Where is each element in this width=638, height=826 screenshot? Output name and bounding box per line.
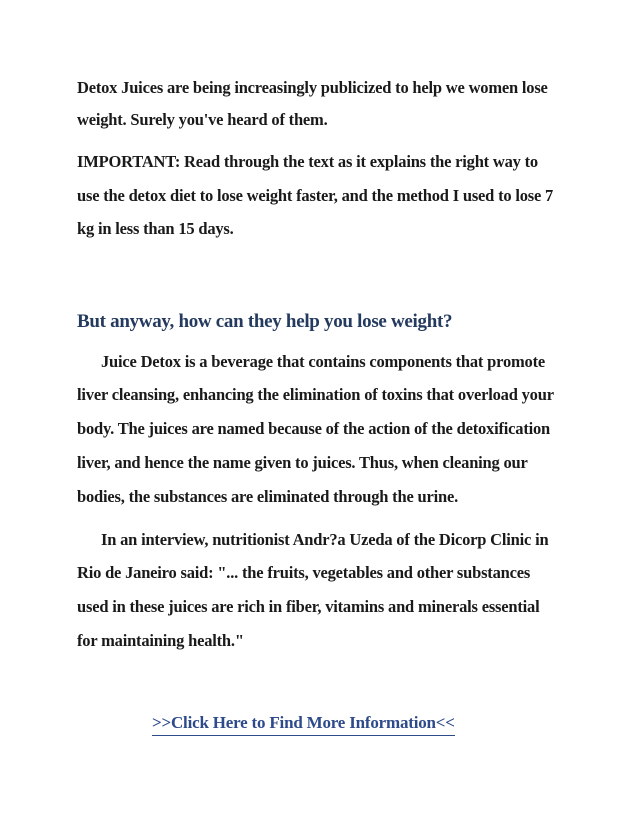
paragraph1-line-3: body. The juices are named because of the action of the detoxification bbox=[77, 419, 551, 438]
paragraph2-line-2: Rio de Janeiro said: "... the fruits, vegetables and other substances bbox=[77, 563, 531, 582]
paragraph1-line-2: liver cleansing, enhancing the elimination of toxins that overload your bbox=[77, 385, 554, 404]
important-line-3: kg in less than 15 days. bbox=[77, 219, 234, 238]
section-heading: But anyway, how can they help you lose weight? bbox=[77, 311, 453, 332]
paragraph2-line-1: In an interview, nutritionist Andr?a Uzeda of the Dicorp Clinic in bbox=[101, 530, 549, 549]
intro-line-1: Detox Juices are being increasingly publicized to help we women lose bbox=[77, 78, 548, 97]
important-line-1: IMPORTANT: Read through the text as it explains the right way to bbox=[77, 152, 538, 171]
paragraph1-line-4: liver, and hence the name given to juices. Thus, when cleaning our bbox=[77, 453, 528, 472]
paragraph1-line-1: Juice Detox is a beverage that contains components that promote bbox=[101, 352, 546, 371]
paragraph2-line-4: for maintaining health." bbox=[77, 631, 244, 650]
intro-line-2: weight. Surely you've heard of them. bbox=[77, 110, 328, 129]
more-information-link[interactable]: >>Click Here to Find More Information<< bbox=[152, 712, 455, 736]
important-line-2: use the detox diet to lose weight faster, and the method I used to lose 7 bbox=[77, 186, 554, 205]
paragraph2-line-3: used in these juices are rich in fiber, vitamins and minerals essential bbox=[77, 597, 540, 616]
paragraph1-line-5: bodies, the substances are eliminated through the urine. bbox=[77, 487, 459, 506]
